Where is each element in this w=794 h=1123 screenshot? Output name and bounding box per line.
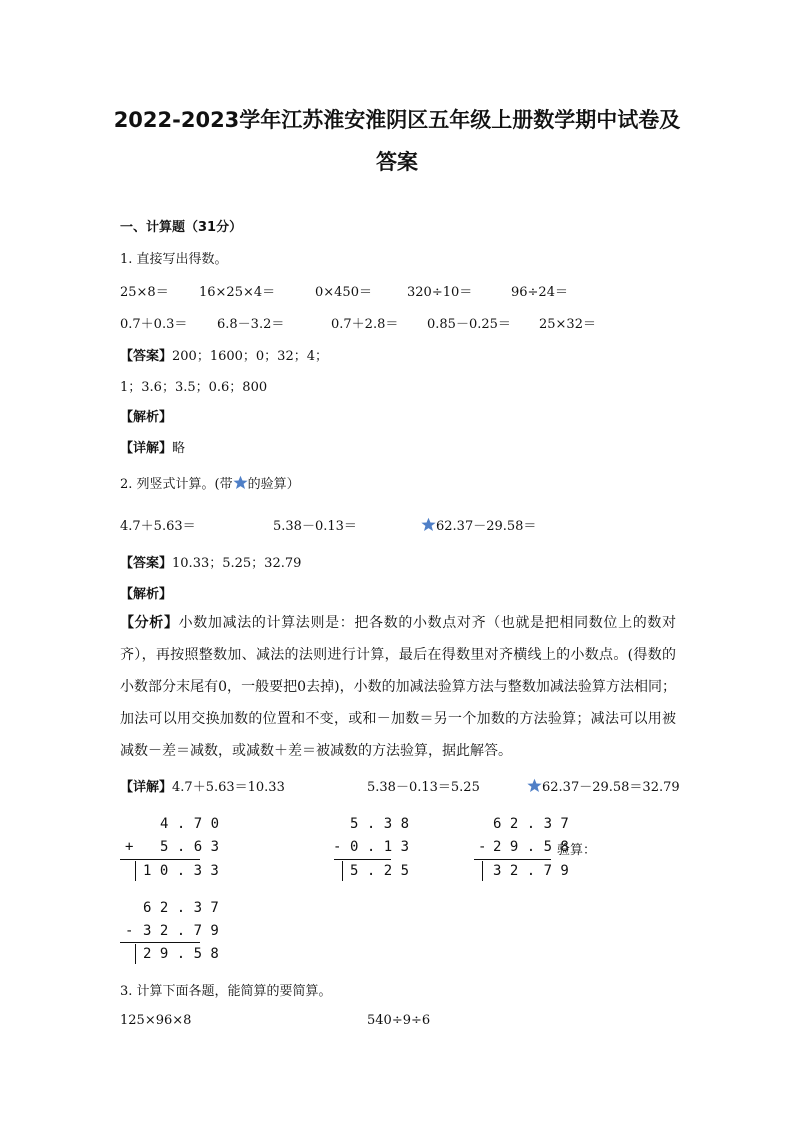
section-heading: 一、计算题（31分） [120, 220, 243, 235]
q1-item: 0.85－0.25＝ [427, 317, 511, 332]
page-title: 2022-2023学年江苏淮安淮阴区五年级上册数学期中试卷及 [113, 108, 681, 132]
vertical-line [474, 859, 551, 860]
q2-problem-starred [421, 515, 536, 534]
vertical-top: 6 2 . 3 7 [143, 900, 219, 916]
answer-text: 10.33；5.25；32.79 [172, 556, 302, 571]
star-icon [527, 778, 542, 793]
q1-item: 6.8－3.2＝ [217, 317, 285, 332]
vertical-bracket [135, 944, 136, 964]
q1-item: 25×32＝ [539, 317, 596, 332]
q1-item: 16×25×4＝ [199, 285, 276, 300]
answer-tag: 【答案】 [120, 556, 173, 571]
q2-label [120, 473, 300, 492]
vertical-result: 1 0 . 3 3 [143, 863, 219, 879]
q2-label-after: 的验算） [247, 477, 300, 492]
vertical-top: 5 . 3 8 [350, 816, 410, 832]
vertical-line [120, 859, 200, 860]
q3-problem: 540÷9÷6 [367, 1013, 431, 1028]
analysis-head: 【分析】 [120, 615, 179, 631]
q2-answer [120, 552, 301, 571]
detail-text: 略 [172, 441, 186, 456]
vertical-top: 4 . 7 0 [160, 816, 220, 832]
q1-item: 96÷24＝ [511, 285, 568, 300]
vertical-operator: - [333, 839, 342, 855]
vertical-result: 2 9 . 5 8 [143, 946, 219, 962]
page-title-continued: 答案 [376, 150, 418, 174]
vertical-bracket [342, 861, 343, 881]
vertical-middle: 3 2 . 7 9 [143, 923, 219, 939]
vertical-result: 3 2 . 7 9 [493, 863, 569, 879]
detail-tag: 【详解】 [120, 441, 173, 456]
detail-tag: 【详解】 [120, 780, 173, 795]
q3-label: 3. 计算下面各题，能简算的要简算。 [120, 984, 332, 999]
vertical-line [334, 859, 391, 860]
vertical-bracket [482, 861, 483, 881]
check-label: 验算： [557, 843, 597, 858]
vertical-middle: 5 . 6 3 [160, 839, 220, 855]
vertical-middle: 0 . 1 3 [350, 839, 410, 855]
q1-item: 0.7＋0.3＝ [120, 317, 188, 332]
q1-answer [120, 345, 328, 364]
q1-item: 320÷10＝ [407, 285, 473, 300]
detail-result: 5.38－0.13＝5.25 [367, 780, 480, 795]
q2-problem-text: 62.37－29.58＝ [436, 519, 537, 534]
detail-result: 4.7＋5.63＝10.33 [172, 780, 285, 795]
analysis-text: 小数加减法的计算法则是：把各数的小数点对齐（也就是把相同数位上的数对齐），再按照整数加、减法的法则进行计算，最后在得数里对齐横线上的小数点。(得数的小数部分末尾有0，一般要把0去掉)，小数的加减法验算方法与整数加减法验算方法相同；加法可以用交换加数的位置和不变，或和－加数＝另一个加数的方法验算；减法可以用被减数－差＝减数，或减数＋差＝被减数的方法验算，据此解答。 [120, 615, 677, 759]
vertical-operator: - [125, 923, 134, 939]
answer-text: 200；1600；0；32；4； [172, 349, 328, 364]
q3-problem: 125×96×8 [120, 1013, 192, 1028]
detail-result-starred [527, 776, 680, 795]
q2-problem: 5.38－0.13＝ [273, 519, 357, 534]
q1-item: 25×8＝ [120, 285, 169, 300]
vertical-result: 5 . 2 5 [350, 863, 410, 879]
vertical-bracket [135, 861, 136, 881]
vertical-line [120, 942, 200, 943]
star-icon [233, 475, 248, 490]
q1-answer-continued: 1；3.6；3.5；0.6；800 [120, 380, 268, 395]
detail-result-text: 62.37－29.58＝32.79 [542, 780, 680, 795]
q2-problem: 4.7＋5.63＝ [120, 519, 196, 534]
vertical-middle: 2 9 . 5 8 [493, 839, 569, 855]
vertical-top: 6 2 . 3 7 [493, 816, 569, 832]
q1-label: 1. 直接写出得数。 [120, 252, 228, 267]
q1-analysis-tag: 【解析】 [120, 410, 173, 425]
q1-item: 0×450＝ [315, 285, 372, 300]
q2-detail [120, 776, 285, 795]
answer-tag: 【答案】 [120, 349, 173, 364]
q2-label-before: 2. 列竖式计算。(带 [120, 477, 233, 492]
q1-detail [120, 437, 185, 456]
q1-item: 0.7＋2.8＝ [331, 317, 399, 332]
star-icon [421, 517, 436, 532]
vertical-operator: + [125, 839, 134, 855]
vertical-operator: - [478, 839, 487, 855]
q2-analysis-paragraph [120, 607, 676, 767]
q2-analysis-tag: 【解析】 [120, 587, 173, 602]
